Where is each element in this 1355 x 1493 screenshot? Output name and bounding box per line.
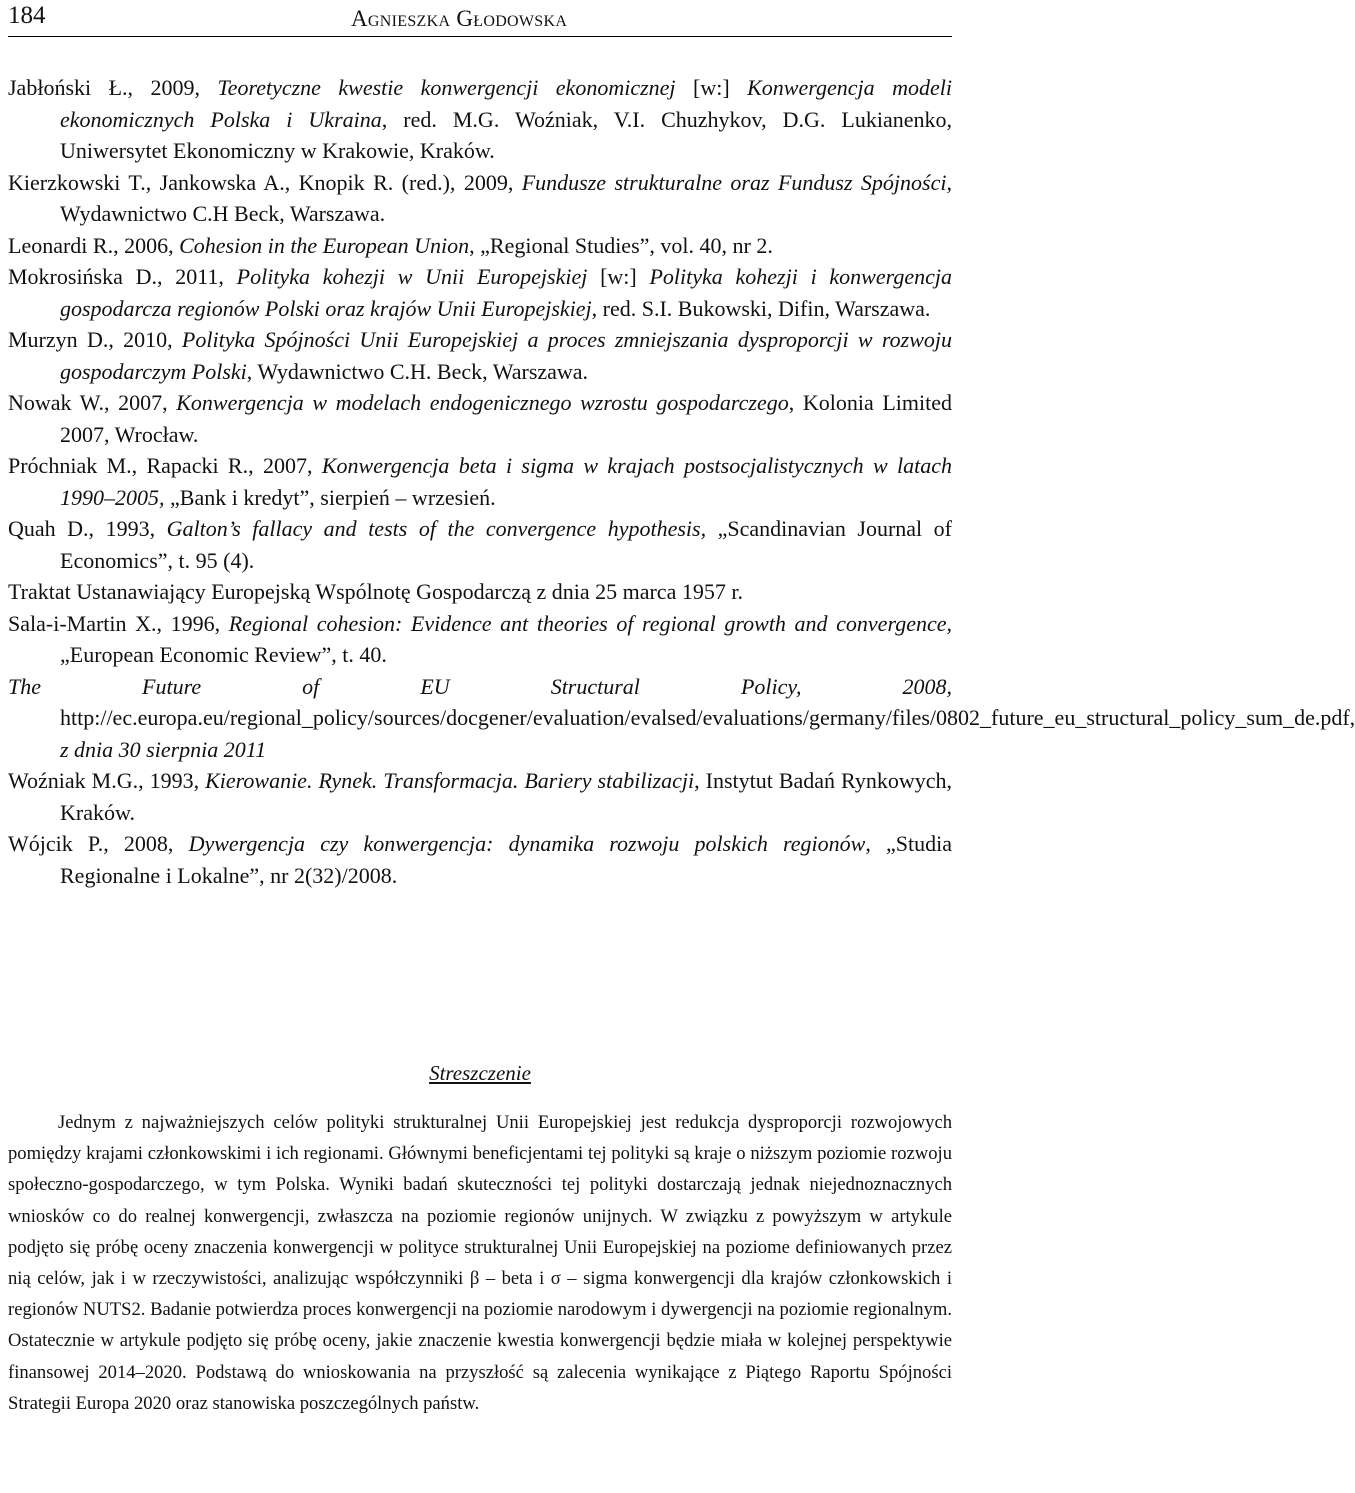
reference-title: z dnia 30 sierpnia 2011 <box>60 736 267 762</box>
reference-title: Cohesion in the European Union <box>179 232 470 258</box>
reference-title: Kierowanie. Rynek. Transformacja. Bariery stabilizacji <box>205 768 695 793</box>
reference-entry <box>8 513 952 576</box>
reference-text: , red. S.I. Bukowski, Difin, Warszawa. <box>591 295 931 321</box>
reference-text: Nowak W., 2007, <box>8 390 177 415</box>
reference-text: , Wydawnictwo C.H Beck, Warszawa. <box>60 169 952 226</box>
reference-title: Konwergencja beta i sigma w krajach postsocjalistycznych w latach 1990–2005, <box>60 453 952 510</box>
reference-text: Murzyn D., 2010, <box>8 327 182 352</box>
reference-title: Teoretyczne kwestie konwergencji ekonomicznej <box>217 75 676 100</box>
reference-text: „Scandinavian Journal of Economics”, t. 95 (4). <box>60 516 953 573</box>
reference-text: Kierzkowski T., Jankowska A., Knopik R. (red.), 2009, <box>8 169 522 195</box>
reference-text: , „Regional Studies”, vol. 40, nr 2. <box>469 232 773 258</box>
reference-entry <box>8 828 952 891</box>
reference-text: , Kolonia Limited 2007, Wrocław. <box>60 390 952 447</box>
reference-text: Mokrosińska D., 2011, <box>8 264 237 289</box>
reference-title: Polityka Spójności Unii Europejskiej a proces zmniejszania dysproporcji w rozwoju gospodarczym Polski <box>60 327 952 384</box>
reference-entry <box>8 765 952 828</box>
reference-text: Jabłoński Ł., 2009, <box>8 75 218 100</box>
references-list <box>8 72 1355 891</box>
reference-entry <box>8 261 952 324</box>
reference-text: , Instytut Badań Rynkowych, Kraków. <box>60 768 952 825</box>
reference-entry <box>8 167 952 230</box>
reference-title: Konwergencja w modelach endogenicznego wzrostu gospodarczego <box>176 390 789 415</box>
reference-text: Próchniak M., Rapacki R., 2007, <box>8 453 322 478</box>
reference-title: Polityka kohezji i konwergencja gospodarcza regionów Polski oraz krajów Unii Europejskiej <box>60 264 952 321</box>
reference-entry <box>8 230 952 262</box>
reference-title: Konwergencja modeli ekonomicznych Polska i Ukraina <box>60 75 952 132</box>
reference-text: , „Studia Regionalne i Lokalne”, nr 2(32)/2008. <box>60 831 952 888</box>
reference-entry <box>8 72 952 167</box>
reference-entry <box>8 387 952 450</box>
page-header <box>8 0 952 37</box>
reference-entry <box>8 324 952 387</box>
reference-text: Quah D., 1993, <box>8 516 167 541</box>
reference-text: [w:] <box>675 75 748 100</box>
reference-text: Leonardi R., 2006, <box>8 232 180 258</box>
reference-entry <box>8 450 952 513</box>
reference-entry <box>8 608 952 671</box>
reference-text: „Bank i kredyt”, sierpień – wrzesień. <box>164 484 496 510</box>
running-head: Agnieszka Głodowska <box>351 6 568 31</box>
reference-title: Dywergencja czy konwergencja: dynamika rozwoju polskich regionów <box>188 831 866 856</box>
reference-text: Wójcik P., 2008, <box>8 831 189 856</box>
reference-text: , red. M.G. Woźniak, V.I. Chuzhykov, D.G. Lukianenko, Uniwersytet Ekonomiczny w Krakowie, Kraków. <box>60 106 952 163</box>
page-number: 184 <box>8 2 46 29</box>
reference-text: Sala-i-Martin X., 1996, <box>8 610 229 636</box>
abstract-title: Streszczenie <box>429 1061 531 1085</box>
reference-text: [w:] <box>587 264 650 289</box>
reference-entry <box>8 576 952 608</box>
reference-title: Fundusze strukturalne oraz Fundusz Spójności <box>521 169 947 195</box>
reference-text: Traktat Ustanawiający Europejską Wspólnotę Gospodarczą z dnia 25 marca 1957 r. <box>8 579 743 604</box>
reference-text: , Wydawnictwo C.H. Beck, Warszawa. <box>246 358 589 384</box>
reference-title: Polityka kohezji w Unii Europejskiej <box>236 264 588 289</box>
reference-title: The Future of EU Structural Policy, 2008, <box>8 673 952 699</box>
abstract-text: Jednym z najważniejszych celów polityki strukturalnej Unii Europejskiej jest redukcja dysproporcji rozwojowych pomiędzy krajami członkowskimi i ich regionami. Głównymi beneficjentami tej polityki są kraje o niższym poziomie rozwoju społeczno-gospodarczego, w tym Polska. Wyniki badań skuteczności tej polityki dostarczają jednak niejednoznacznych wniosków co do realnej konwergencji, zwłaszcza na poziomie regionów unijnych. W związku z powyższym w artykule podjęto się próbę oceny znaczenia konwergencji w polityce strukturalnej Unii Europejskiej na poziome definiowanych przez nią celów, jak i w rzeczywistości, analizując współczynniki β – beta i σ – sigma konwergencji dla krajów członkowskich i regionów NUTS2. Badanie potwierdza proces konwergencji na poziomie narodowym i dywergencji na poziomie regionalnym. Ostatecznie w artykule podjęto się próbę oceny, jakie znaczenie kwestia konwergencji będzie miała w kolejnej perspektywie finansowej 2014–2020. Podstawą do wnioskowania na przyszłość są zalecenia wynikające z Piątego Raportu Spójności Strategii Europa 2020 oraz stanowiska poszczególnych państw. <box>8 1112 952 1414</box>
reference-text: „European Economic Review”, t. 40. <box>60 642 387 667</box>
reference-entry <box>8 671 1355 766</box>
reference-text: http://ec.europa.eu/regional_policy/sources/docgener/evaluation/evalsed/evaluations/germany/files/0802_future_eu_structural_policy_sum_de.pdf, <box>60 705 1355 730</box>
reference-title: Regional cohesion: Evidence ant theories of regional growth and convergence, <box>228 610 952 636</box>
reference-text: Woźniak M.G., 1993, <box>8 768 206 793</box>
reference-title: Galton’s fallacy and tests of the convergence hypothesis, <box>166 516 707 541</box>
